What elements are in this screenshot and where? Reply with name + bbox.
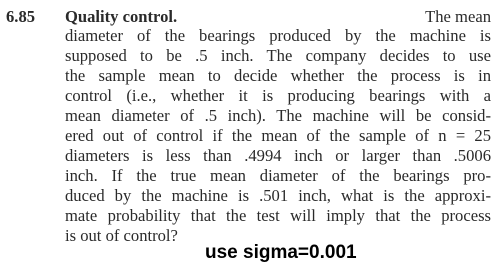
problem-line: the sample mean to decide whether the process is in xyxy=(65,66,491,85)
problem-line: mate probability that the test will imply that the process xyxy=(65,206,491,225)
sigma-note: use sigma=0.001 xyxy=(205,242,357,263)
problem-line: diameters is less than .4994 inch or larger than .5006 xyxy=(65,146,491,165)
problem-number: 6.85 xyxy=(6,7,36,26)
problem-first-line-tail: The mean xyxy=(425,7,491,26)
problem-line: duced by the machine is .501 inch, what is the approxi- xyxy=(65,186,491,205)
problem-line: control (i.e., whether it is producing bearings with a xyxy=(65,86,491,105)
problem-line: mean diameter of .5 inch). The machine will be consid- xyxy=(65,106,491,125)
problem-line: is out of control? xyxy=(65,226,178,245)
problem-line: diameter of the bearings produced by the machine is xyxy=(65,26,491,45)
problem-line: ered out of control if the mean of the sample of n = 25 xyxy=(65,126,491,145)
problem-line: supposed to be .5 inch. The company decides to use xyxy=(65,46,491,65)
problem-title: Quality control. xyxy=(65,7,178,26)
problem-line: inch. If the true mean diameter of the bearings pro- xyxy=(65,166,491,185)
